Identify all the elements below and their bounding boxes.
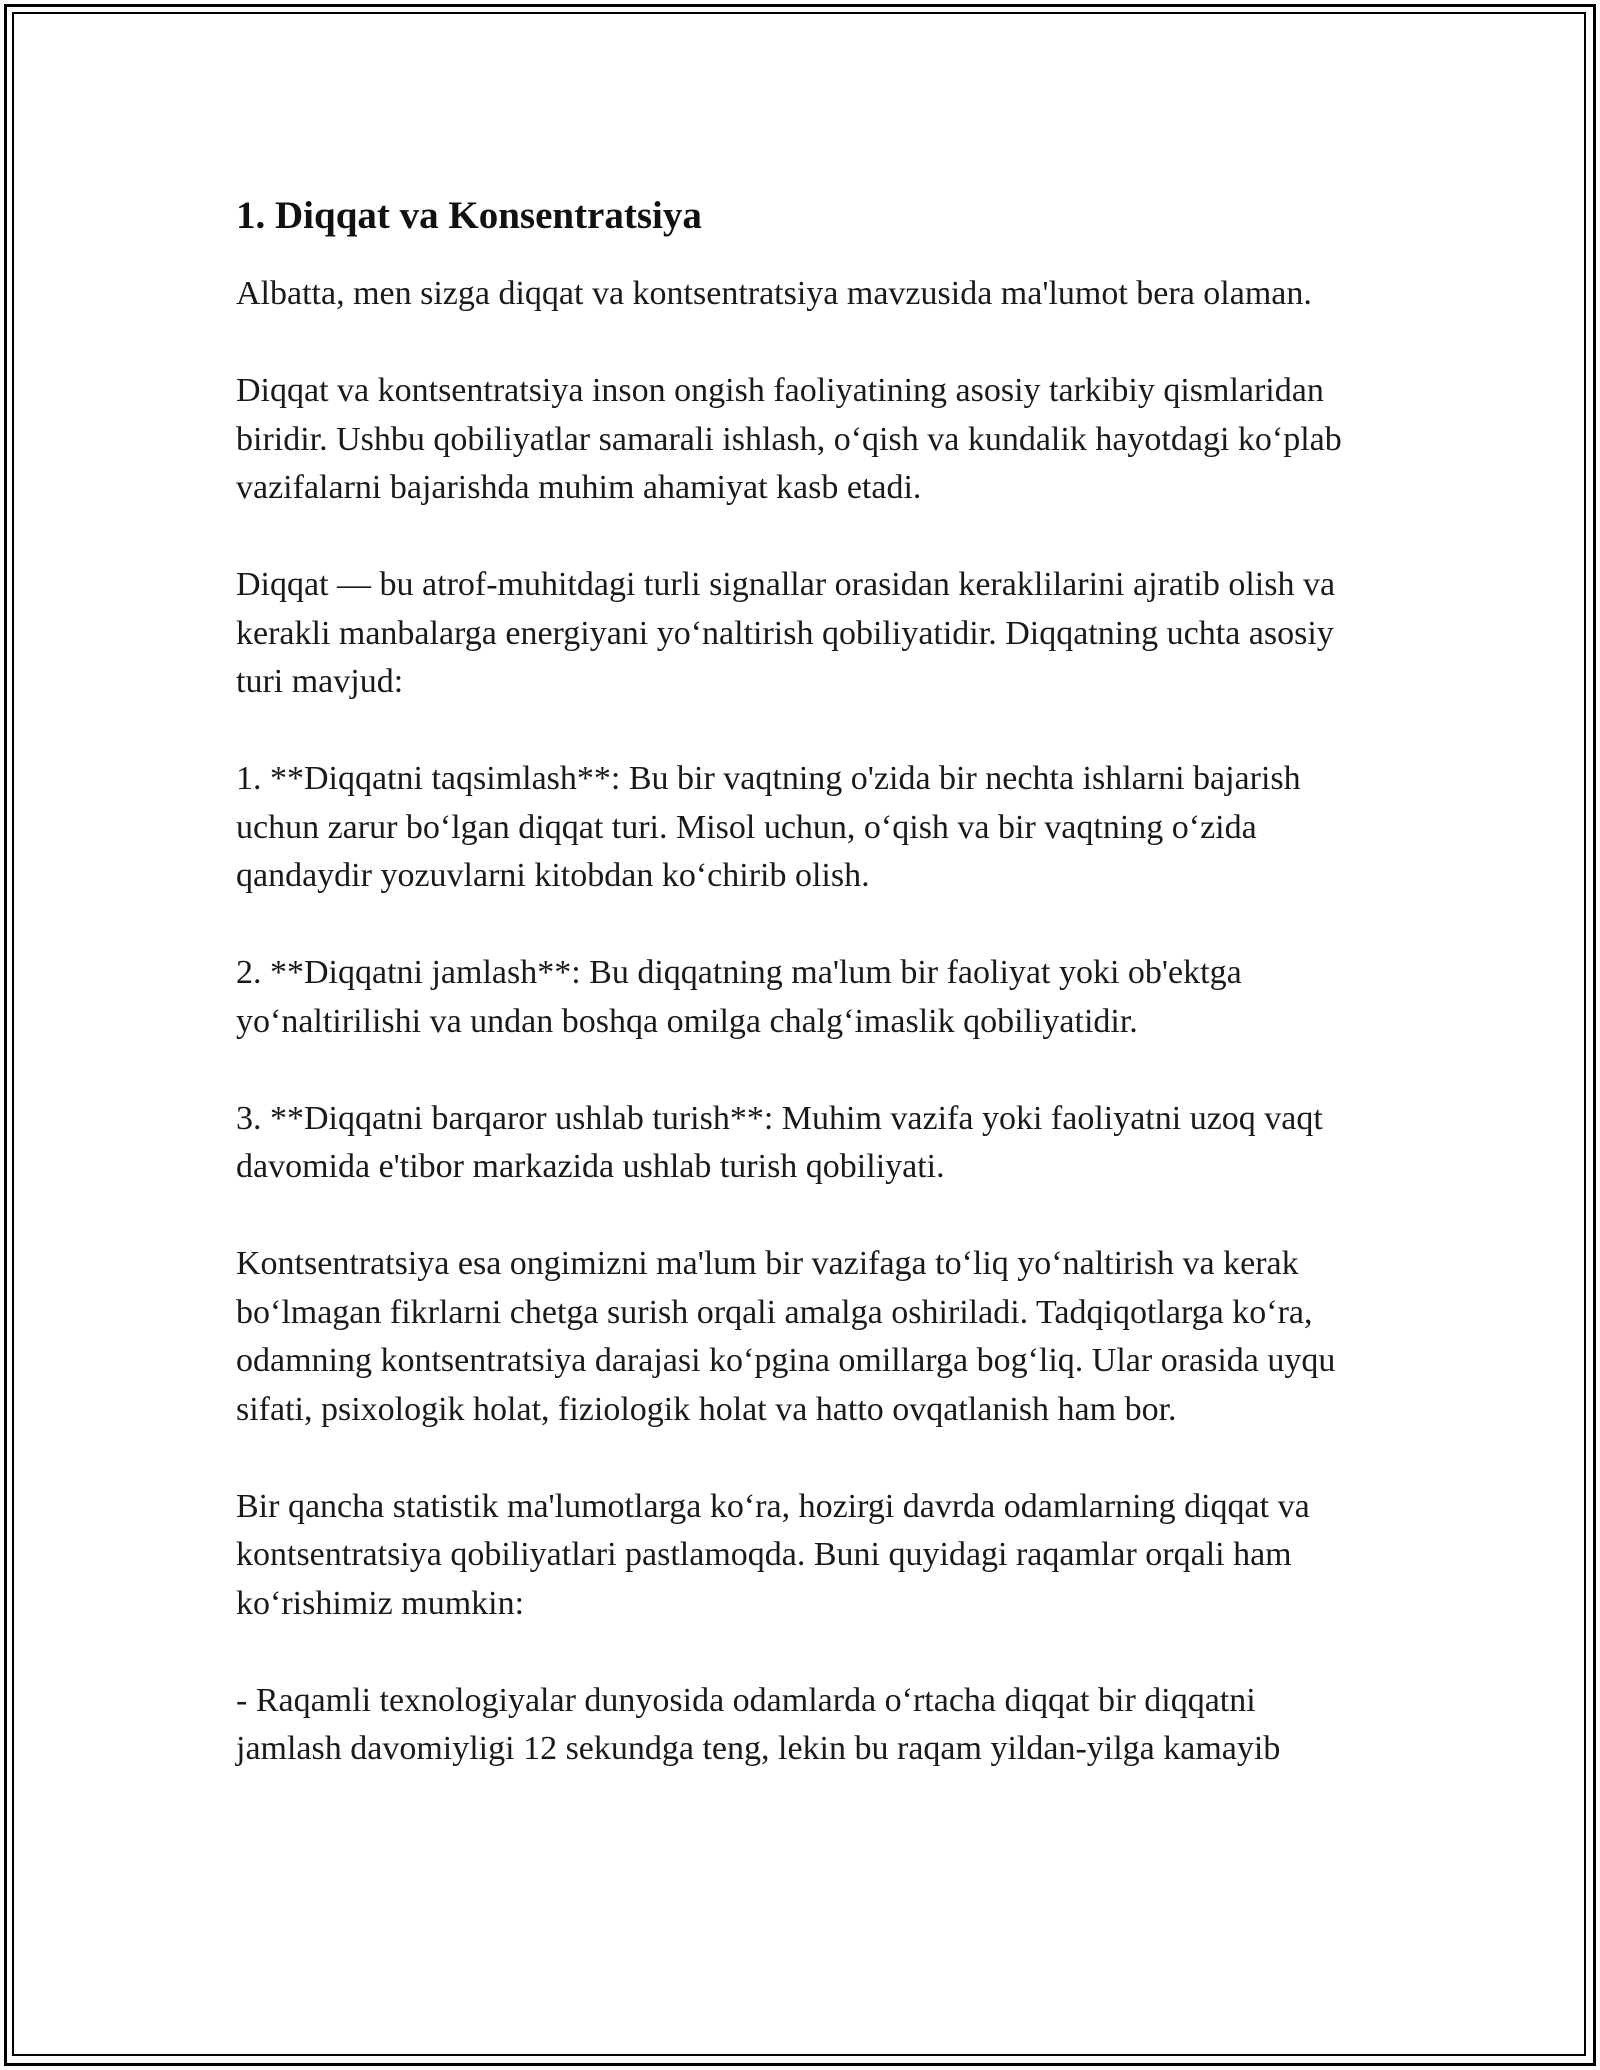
paragraph-definition: Diqqat va kontsentratsiya inson ongish faoliyatining asosiy tarkibiy qismlaridan biridir. Ushbu qobiliyatlar samarali ishlash, o‘qish va kundalik hayotdagi ko‘plab vazifalarni bajarishda muhim ahamiyat kasb etadi. [236, 372, 1342, 506]
paragraph-intro: Albatta, men sizga diqqat va kontsentratsiya mavzusida ma'lumot bera olaman. [236, 275, 1312, 312]
list-item-focus: 2. **Diqqatni jamlash**: Bu diqqatning ma'lum bir faoliyat yoki ob'ektga yo‘naltirilishi va undan boshqa omilga chalg‘imaslik qobiliyatidir. [236, 954, 1242, 1040]
bullet-item-attention-span: - Raqamli texnologiyalar dunyosida odamlarda o‘rtacha diqqat bir diqqatni jamlash davomiyligi 12 sekundga teng, lekin bu raqam yildan-yilga kamayib [236, 1681, 1281, 1767]
paragraph-concentration: Kontsentratsiya esa ongimizni ma'lum bir vazifaga to‘liq yo‘naltirish va kerak bo‘lmagan fikrlarni chetga surish orqali amalga oshiriladi. Tadqiqotlarga ko‘ra, odamning kontsentratsiya darajasi ko‘pgina omillarga bog‘liq. Ular orasida uyqu sifati, psixologik holat, fiziologik holat va hatto ovqatlanish ham bor. [236, 1245, 1336, 1428]
paragraph-statistics: Bir qancha statistik ma'lumotlarga ko‘ra, hozirgi davrda odamlarning diqqat va kontsentratsiya qobiliyatlari pastlamoqda. Buni quyidagi raqamlar orqali ham ko‘rishimiz mumkin: [236, 1487, 1310, 1622]
list-item-sustained: 3. **Diqqatni barqaror ushlab turish**: Muhim vazifa yoki faoliyatni uzoq vaqt davomida e'tibor markazida ushlab turish qobiliyati. [236, 1099, 1323, 1185]
document-body [236, 190, 1366, 1774]
paragraph-attention-types: Diqqat — bu atrof-muhitdagi turli signallar orasidan keraklilarini ajratib olish va kerakli manbalarga energiyani yo‘naltirish qobiliyatidir. Diqqatning uchta asosiy turi mavjud: [236, 566, 1336, 700]
list-item-distribution: 1. **Diqqatni taqsimlash**: Bu bir vaqtning o'zida bir nechta ishlarni bajarish uchun zarur bo‘lgan diqqat turi. Misol uchun, o‘qish va bir vaqtning o‘zida qandaydir yozuvlarni kitobdan ko‘chirib olish. [236, 760, 1301, 894]
document-title: 1. Diqqat va Konsentratsiya [236, 194, 702, 237]
